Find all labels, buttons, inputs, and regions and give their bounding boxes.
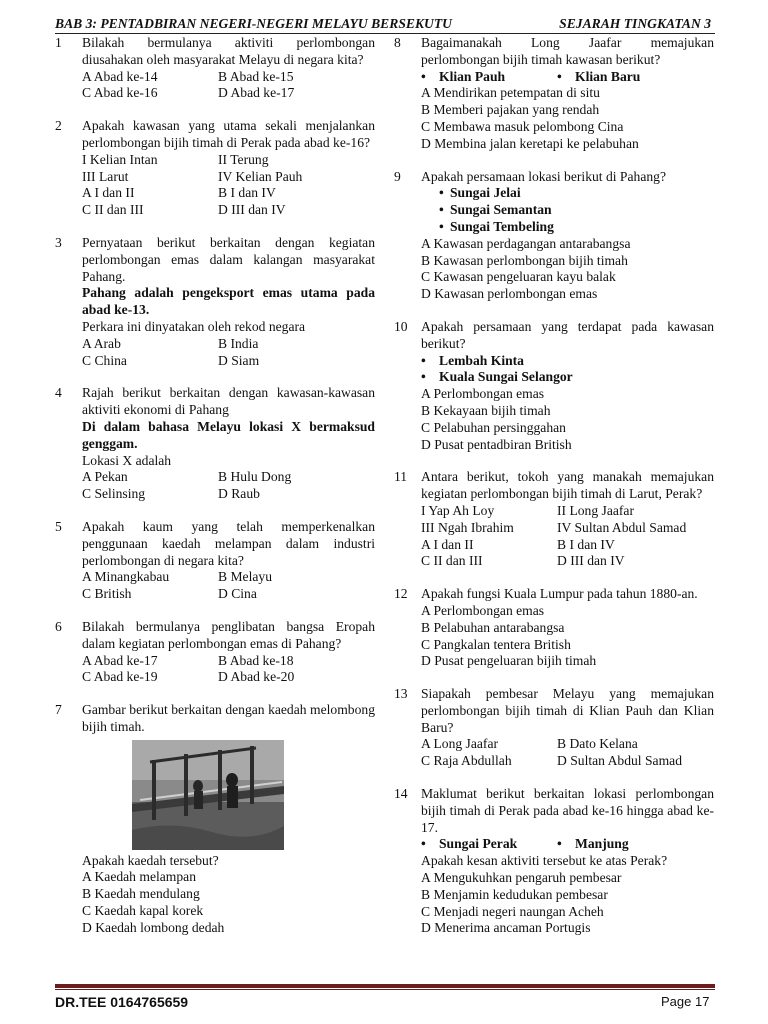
option-b[interactable]: B Memberi pajakan yang rendah <box>421 102 600 118</box>
bullet-list <box>421 836 714 853</box>
question-number: 1 <box>55 35 62 50</box>
question-8 <box>394 35 714 153</box>
answer-options <box>82 469 375 503</box>
option-a[interactable]: A Minangkabau <box>82 569 170 585</box>
question-prompt: Apakah kaedah tersebut? <box>82 852 219 868</box>
question-2 <box>55 118 375 219</box>
answer-options <box>421 603 714 670</box>
bullet-icon: • <box>557 836 562 852</box>
right-column <box>394 35 714 953</box>
bullet-item: Klian Pauh <box>439 68 506 84</box>
question-11 <box>394 469 714 570</box>
option-a[interactable]: A Mendirikan petempatan di situ <box>421 85 600 101</box>
bullet-row <box>439 219 714 236</box>
statement-ii: II Long Jaafar <box>557 502 634 518</box>
option-b[interactable]: B Menjamin kedudukan pembesar <box>421 886 608 902</box>
question-prompt: Apakah kesan aktiviti tersebut ke atas Perak? <box>421 853 668 869</box>
option-b[interactable]: B Abad ke-15 <box>218 68 294 84</box>
statement-list <box>421 503 714 537</box>
subject-title: SEJARAH TINGKATAN 3 <box>559 16 711 31</box>
statement-iv: IV Sultan Abdul Samad <box>557 519 687 535</box>
option-d[interactable]: D Kaedah lombong dedah <box>82 919 225 935</box>
question-9 <box>394 169 714 303</box>
option-a[interactable]: A Mengukuhkan pengaruh pembesar <box>421 870 622 886</box>
option-d[interactable]: D Pusat pengeluaran bijih timah <box>421 653 597 669</box>
answer-options <box>421 85 714 152</box>
option-b[interactable]: B Kekayaan bijih timah <box>421 402 551 418</box>
option-c[interactable]: C II dan III <box>421 553 483 569</box>
question-stem: Bilakah bermulanya penglibatan bangsa Eropah dalam kegiatan perlombongan emas di Pahang? <box>82 618 375 651</box>
bullet-list <box>421 185 714 235</box>
question-number: 6 <box>55 618 62 634</box>
question-stem: Apakah kaum yang telah memperkenalkan penggunaan kaedah melampan dalam industri perlombongan di negara kita? <box>82 518 375 568</box>
statement-iii: III Ngah Ibrahim <box>421 519 514 535</box>
option-d[interactable]: D III dan IV <box>218 202 286 218</box>
option-b[interactable]: B I dan IV <box>557 536 615 552</box>
statement-ii: II Terung <box>218 151 269 167</box>
question-stem: Siapakah pembesar Melayu yang memajukan perlombongan bijih timah di Klian Pauh dan Klian Baru? <box>421 686 714 735</box>
option-c[interactable]: C British <box>82 586 132 602</box>
bullet-icon: • <box>421 369 426 385</box>
question-number: 10 <box>394 318 408 334</box>
question-14 <box>394 786 714 937</box>
bullet-item: Klian Baru <box>575 68 641 84</box>
footer-author: DR.TEE 0164765659 <box>55 994 189 1010</box>
question-statement: Pahang adalah pengeksport emas utama pada abad ke-13. <box>82 285 375 318</box>
bullet-icon: • <box>421 836 426 852</box>
option-b[interactable]: B Abad ke-18 <box>218 652 294 668</box>
question-3 <box>55 235 375 369</box>
option-b[interactable]: B I dan IV <box>218 185 276 201</box>
option-d[interactable]: D III dan IV <box>557 553 625 569</box>
option-a[interactable]: A Long Jaafar <box>421 736 499 752</box>
question-prompt: Perkara ini dinyatakan oleh rekod negara <box>82 318 306 334</box>
question-stem: Bilakah bermulanya aktiviti perlombongan diusahakan oleh masyarakat Melayu di negara kita? <box>82 35 375 67</box>
option-b[interactable]: B Pelabuhan antarabangsa <box>421 619 565 635</box>
option-c[interactable]: C Pangkalan tentera British <box>421 636 571 652</box>
question-1 <box>55 35 375 102</box>
bullet-icon: • <box>439 185 444 201</box>
bullet-list <box>421 69 714 86</box>
option-c[interactable]: C Selinsing <box>82 486 146 502</box>
question-stem: Gambar berikut berkaitan dengan kaedah melombong bijih timah. <box>82 702 375 734</box>
option-a[interactable]: A Abad ke-17 <box>82 652 158 668</box>
statement-i: I Yap Ah Loy <box>421 502 495 518</box>
bullet-item: Lembah Kinta <box>439 352 524 368</box>
option-b[interactable]: B Dato Kelana <box>557 736 638 752</box>
option-d[interactable]: D Sultan Abdul Samad <box>557 753 682 769</box>
answer-options <box>421 386 714 453</box>
question-4 <box>55 385 375 503</box>
question-statement: Di dalam bahasa Melayu lokasi X bermaksud genggam. <box>82 418 375 451</box>
question-stem: Apakah kawasan yang utama sekali menjalankan perlombongan bijih timah di Perak pada abad ke-16? <box>82 118 375 150</box>
option-d[interactable]: D Abad ke-20 <box>218 669 295 685</box>
answer-options <box>421 537 714 571</box>
question-stem: Bagaimanakah Long Jaafar memajukan perlombongan bijih timah kawasan berikut? <box>421 35 714 67</box>
option-d[interactable]: D Siam <box>218 352 260 368</box>
option-a[interactable]: A Abad ke-14 <box>82 68 158 84</box>
option-c[interactable]: C Abad ke-19 <box>82 669 158 685</box>
question-number: 9 <box>394 168 401 184</box>
option-a[interactable]: A I dan II <box>421 536 474 552</box>
header-rule <box>55 33 715 34</box>
option-c[interactable]: C II dan III <box>82 202 144 218</box>
option-d[interactable]: D Pusat pentadbiran British <box>421 436 572 452</box>
answer-options <box>421 736 714 770</box>
page-number: Page 17 <box>661 994 710 1009</box>
question-stem: Pernyataan berikut berkaitan dengan kegiatan perlombongan emas dalam kalangan masyarakat Pahang. <box>82 234 375 284</box>
option-a[interactable]: A Perlombongan emas <box>421 602 545 618</box>
question-number: 7 <box>55 702 62 718</box>
option-a[interactable]: A Arab <box>82 335 121 351</box>
question-13 <box>394 686 714 770</box>
question-stem: Maklumat berikut berkaitan lokasi perlombongan bijih timah di Perak pada abad ke-16 hingga abad ke-17. <box>421 786 714 835</box>
option-a[interactable]: A I dan II <box>82 185 135 201</box>
mining-photo-icon <box>132 740 284 850</box>
option-a[interactable]: A Pekan <box>82 469 128 485</box>
answer-options <box>82 569 375 603</box>
option-a[interactable]: A Kawasan perdagangan antarabangsa <box>421 235 631 251</box>
option-c[interactable]: C China <box>82 352 127 368</box>
question-number: 12 <box>394 586 408 602</box>
question-7 <box>55 702 375 937</box>
question-number: 5 <box>55 518 62 534</box>
question-stem: Apakah fungsi Kuala Lumpur pada tahun 1880-an. <box>421 586 698 602</box>
option-d[interactable]: D Cina <box>218 586 257 602</box>
bullet-item: Sungai Tembeling <box>450 218 554 234</box>
question-number: 2 <box>55 118 62 134</box>
answer-options <box>421 870 714 937</box>
mining-photo <box>132 740 284 850</box>
answer-options <box>82 185 375 219</box>
statement-iii: III Larut <box>82 168 129 184</box>
answer-options <box>82 869 375 936</box>
answer-options <box>82 336 375 370</box>
question-number: 11 <box>394 469 408 485</box>
option-a[interactable]: A Perlombongan emas <box>421 386 545 402</box>
question-number: 8 <box>394 35 401 50</box>
option-b[interactable]: B India <box>218 335 259 351</box>
answer-options <box>82 69 375 103</box>
statement-i: I Kelian Intan <box>82 151 158 167</box>
option-d[interactable]: D Menerima ancaman Portugis <box>421 920 591 936</box>
question-stem: Antara berikut, tokoh yang manakah memajukan kegiatan perlombongan bijih timah di Larut, Perak? <box>421 469 714 502</box>
question-stem: Rajah berikut berkaitan dengan kawasan-kawasan aktiviti ekonomi di Pahang <box>82 385 375 418</box>
option-d[interactable]: D Membina jalan keretapi ke pelabuhan <box>421 135 639 151</box>
option-c[interactable]: C Menjadi negeri naungan Acheh <box>421 903 604 919</box>
statement-iv: IV Kelian Pauh <box>218 168 303 184</box>
left-column <box>55 35 375 953</box>
bullet-item: Sungai Jelai <box>450 185 521 201</box>
question-number: 3 <box>55 234 62 250</box>
question-number: 14 <box>394 786 408 802</box>
question-number: 4 <box>55 385 62 401</box>
bullet-icon: • <box>439 218 444 234</box>
option-c[interactable]: C Kawasan pengeluaran kayu balak <box>421 269 616 285</box>
option-c[interactable]: C Raja Abdullah <box>421 753 512 769</box>
question-number: 13 <box>394 686 408 702</box>
option-d[interactable]: D Raub <box>218 486 260 502</box>
bullet-row <box>421 369 714 386</box>
bullet-item: Kuala Sungai Selangor <box>439 369 573 385</box>
footer-rule-thin <box>55 989 715 990</box>
option-b[interactable]: B Kawasan perlombongan bijih timah <box>421 252 628 268</box>
footer-rule <box>55 984 715 988</box>
answer-options <box>421 236 714 303</box>
question-prompt: Lokasi X adalah <box>82 452 172 468</box>
option-c[interactable]: C Pelabuhan persinggahan <box>421 419 566 435</box>
bullet-row <box>421 353 714 370</box>
option-a[interactable]: A Kaedah melampan <box>82 869 196 885</box>
chapter-title: BAB 3: PENTADBIRAN NEGERI-NEGERI MELAYU BERSEKUTU <box>55 16 452 31</box>
option-b[interactable]: B Hulu Dong <box>218 469 292 485</box>
bullet-icon: • <box>421 352 426 368</box>
question-12 <box>394 586 714 670</box>
question-10 <box>394 319 714 453</box>
bullet-row <box>439 202 714 219</box>
option-b[interactable]: B Kaedah mendulang <box>82 886 200 902</box>
question-6 <box>55 619 375 686</box>
bullet-item: Sungai Semantan <box>450 202 552 218</box>
bullet-icon: • <box>557 68 562 84</box>
question-stem: Apakah persamaan lokasi berikut di Pahang? <box>421 168 666 184</box>
option-d[interactable]: D Kawasan perlombongan emas <box>421 286 598 302</box>
question-5 <box>55 519 375 603</box>
bullet-item: Manjung <box>575 836 629 852</box>
option-c[interactable]: C Membawa masuk pelombong Cina <box>421 118 624 134</box>
answer-options <box>82 653 375 687</box>
option-d[interactable]: D Abad ke-17 <box>218 85 295 101</box>
statement-list <box>82 152 375 186</box>
bullet-icon: • <box>439 202 444 218</box>
bullet-icon: • <box>421 68 426 84</box>
option-c[interactable]: C Kaedah kapal korek <box>82 903 204 919</box>
option-b[interactable]: B Melayu <box>218 569 272 585</box>
bullet-item: Sungai Perak <box>439 836 518 852</box>
bullet-row <box>439 185 714 202</box>
option-c[interactable]: C Abad ke-16 <box>82 85 158 101</box>
question-stem: Apakah persamaan yang terdapat pada kawasan berikut? <box>421 318 714 351</box>
